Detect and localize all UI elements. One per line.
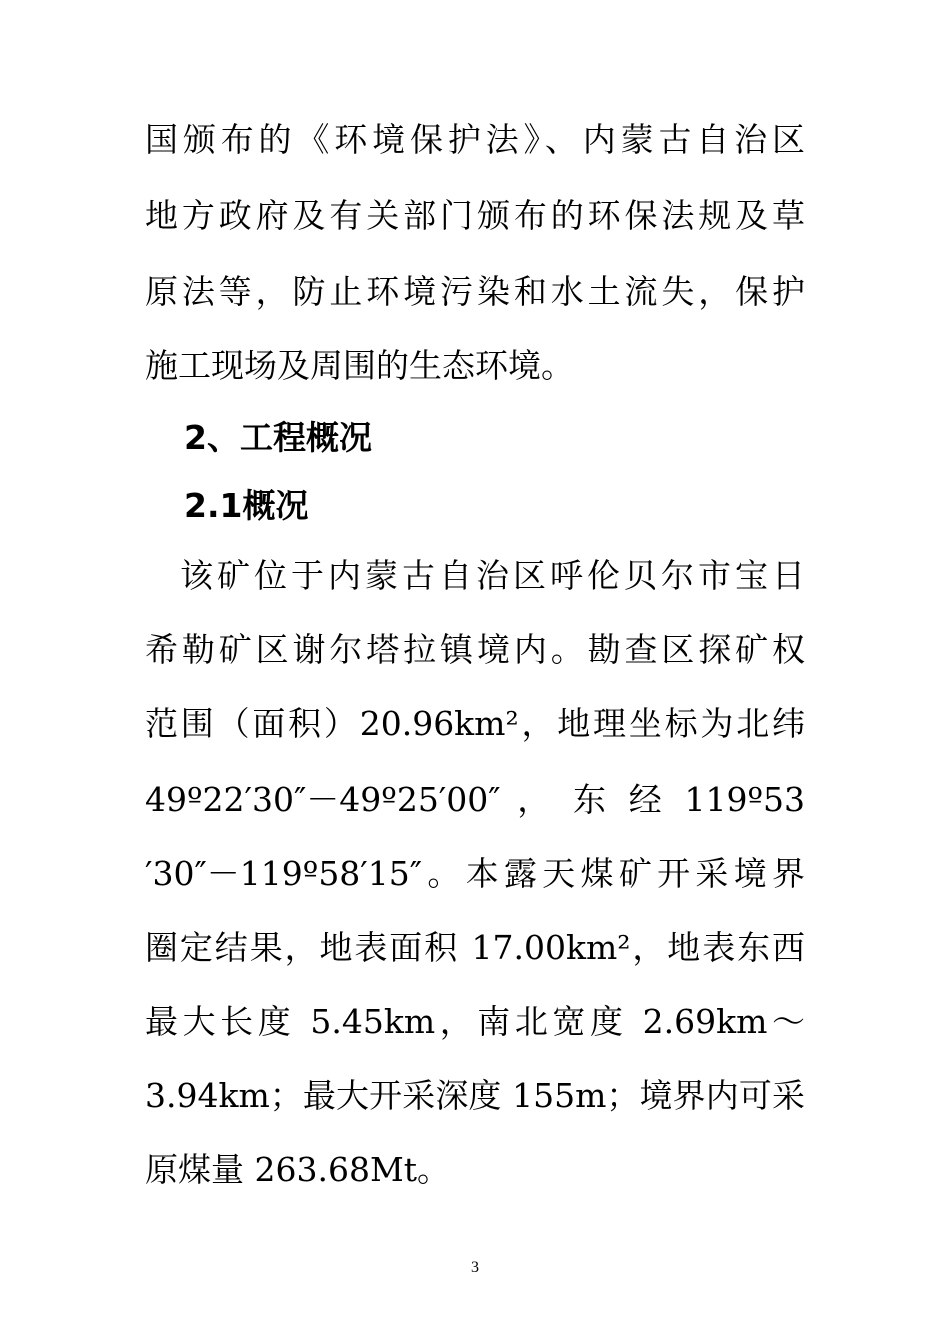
paragraph-2-line-7: 最大长度 5.45km，南北宽度 2.69km～ (145, 1002, 805, 1041)
paragraph-2-line-8: 3.94km；最大开采深度 155m；境界内可采 (145, 1076, 805, 1115)
paragraph-1-line-1: 国颁布的《环境保护法》、内蒙古自治区 (145, 120, 805, 159)
paragraph-2-line-6: 圈定结果，地表面积 17.00km²，地表东西 (145, 928, 805, 967)
paragraph-2-line-5: ′30″－119º58′15″。本露天煤矿开采境界 (145, 854, 805, 893)
section-heading: 2、工程概况 (184, 418, 372, 457)
paragraph-1-line-2: 地方政府及有关部门颁布的环保法规及草 (145, 196, 805, 235)
paragraph-2-line-9: 原煤量 263.68Mt。 (145, 1150, 451, 1189)
paragraph-2-line-3: 范围（面积）20.96km²，地理坐标为北纬 (145, 704, 805, 743)
paragraph-1-line-4: 施工现场及周围的生态环境。 (145, 346, 574, 385)
paragraph-2-line-4: 49º22′30″－49º25′00″ ， 东 经 119º53 (145, 780, 805, 819)
paragraph-1-line-3: 原法等，防止环境污染和水土流失，保护 (145, 272, 805, 311)
paragraph-2-line-1: 该矿位于内蒙古自治区呼伦贝尔市宝日 (180, 556, 805, 595)
subsection-heading: 2.1概况 (184, 486, 309, 525)
paragraph-2-line-2: 希勒矿区谢尔塔拉镇境内。勘查区探矿权 (145, 630, 805, 669)
page-number: 3 (471, 1259, 479, 1276)
